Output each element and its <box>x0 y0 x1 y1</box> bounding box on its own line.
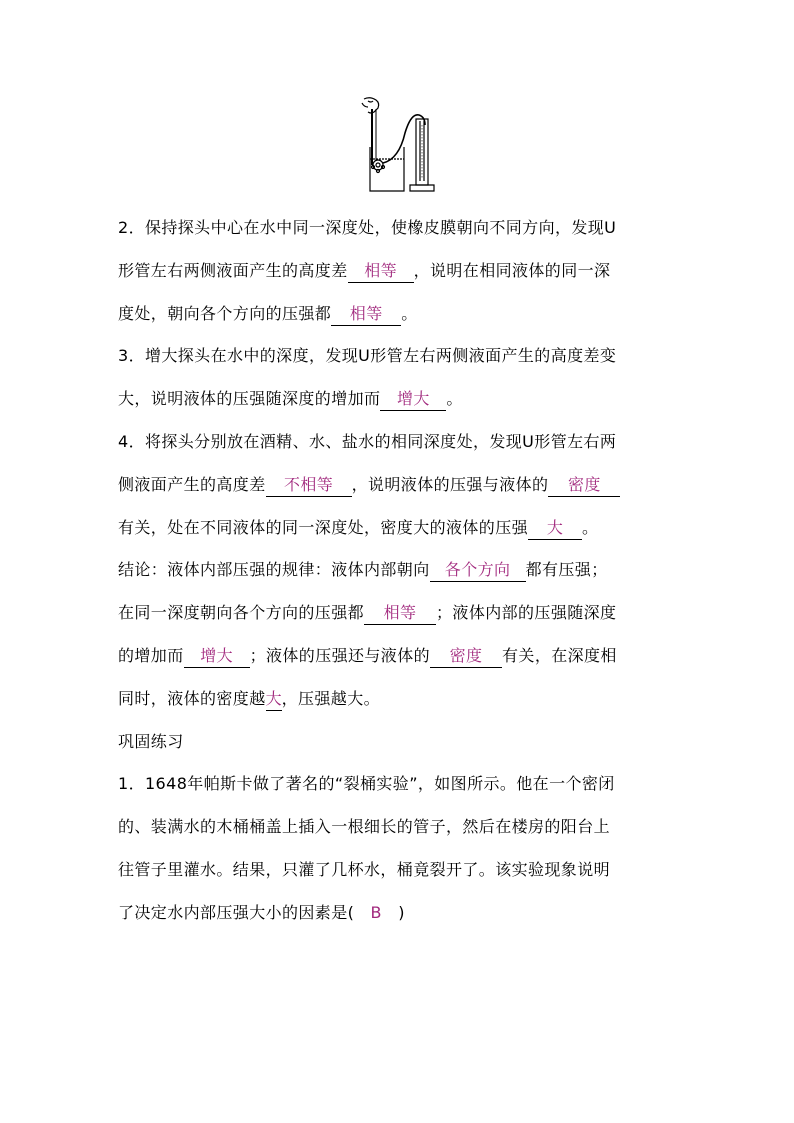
answer-blank: 大 <box>528 518 582 540</box>
q4-text: ，说明液体的压强与液体的 <box>351 474 549 494</box>
section-title: 巩固练习 <box>118 731 184 751</box>
q4-line-3 <box>118 507 688 550</box>
conclusion-text: 结论：液体内部压强的规律：液体内部朝向 <box>118 560 430 580</box>
q2-text: 2．保持探头中心在水中同一深度处，使橡皮膜朝向不同方向，发现U <box>118 218 617 237</box>
practice-heading <box>118 721 688 764</box>
answer-blank: 相等 <box>331 304 401 326</box>
conclusion-line-1 <box>118 549 688 592</box>
conclusion-text: 都有压强； <box>525 560 608 580</box>
q3-line-2 <box>118 378 688 421</box>
q3-text: 3．增大探头在水中的深度，发现U形管左右两侧液面产生的高度差变 <box>118 346 617 366</box>
conclusion-line-4 <box>118 678 688 721</box>
answer-blank: 密度 <box>548 475 620 497</box>
conclusion-line-2 <box>118 592 688 635</box>
p1-line-1 <box>118 763 688 806</box>
p1-line-3 <box>118 849 688 892</box>
p1-text: ) <box>398 902 405 922</box>
conclusion-text: 有关，在深度相 <box>502 645 617 665</box>
q2-text: 形管左右两侧液面产生的高度差 <box>118 260 348 280</box>
p1-text: 了决定水内部压强大小的因素是( <box>118 902 355 922</box>
conclusion-line-3 <box>118 635 688 678</box>
q2-line-1 <box>118 207 688 250</box>
q4-line-1 <box>118 421 688 464</box>
conclusion-text: ，压强越大。 <box>281 688 381 708</box>
q4-line-2 <box>118 464 688 507</box>
document-body <box>118 207 688 935</box>
answer-blank: 大 <box>266 689 282 711</box>
q3-text: 大，说明液体的压强随深度的增加而 <box>118 389 381 409</box>
p1-text: 1．1648年帕斯卡做了著名的“裂桶实验”，如图所示。他在一个密闭 <box>118 774 615 794</box>
choice-answer: B <box>370 902 382 922</box>
q4-text: 。 <box>582 517 599 537</box>
answer-blank: 增大 <box>380 389 446 411</box>
q2-text: 。 <box>401 303 418 323</box>
q3-line-1 <box>118 335 688 378</box>
answer-blank: 不相等 <box>266 475 352 497</box>
p1-line-4 <box>118 892 688 935</box>
answer-blank: 各个方向 <box>430 560 526 582</box>
answer-blank: 相等 <box>348 261 414 283</box>
q2-text: ，说明在相同液体的同一深 <box>413 260 611 280</box>
q4-text: 侧液面产生的高度差 <box>118 474 266 494</box>
q2-line-3 <box>118 293 688 336</box>
q4-text: 有关，处在不同液体的同一深度处，密度大的液体的压强 <box>118 517 529 537</box>
conclusion-text: 同时，液体的密度越 <box>118 688 266 708</box>
answer-blank: 增大 <box>184 646 250 668</box>
u-tube-manometer-icon <box>352 95 436 195</box>
p1-line-2 <box>118 806 688 849</box>
p1-text: 往管子里灌水。结果，只灌了几杯水，桶竟裂开了。该实验现象说明 <box>118 859 611 879</box>
conclusion-text: ；液体的压强还与液体的 <box>249 645 431 665</box>
q2-line-2 <box>118 250 688 293</box>
p1-text: 的、装满水的木桶桶盖上插入一根细长的管子，然后在楼房的阳台上 <box>118 817 611 837</box>
q4-text: 4．将探头分别放在酒精、水、盐水的相同深度处，发现U形管左右两 <box>118 431 617 451</box>
conclusion-text: 在同一深度朝向各个方向的压强都 <box>118 603 365 623</box>
answer-blank: 相等 <box>364 603 436 625</box>
conclusion-text: 的增加而 <box>118 645 184 665</box>
q3-text: 。 <box>446 389 463 409</box>
conclusion-text: ；液体内部的压强随深度 <box>436 603 617 623</box>
answer-blank: 密度 <box>430 646 502 668</box>
q2-text: 度处，朝向各个方向的压强都 <box>118 303 332 323</box>
